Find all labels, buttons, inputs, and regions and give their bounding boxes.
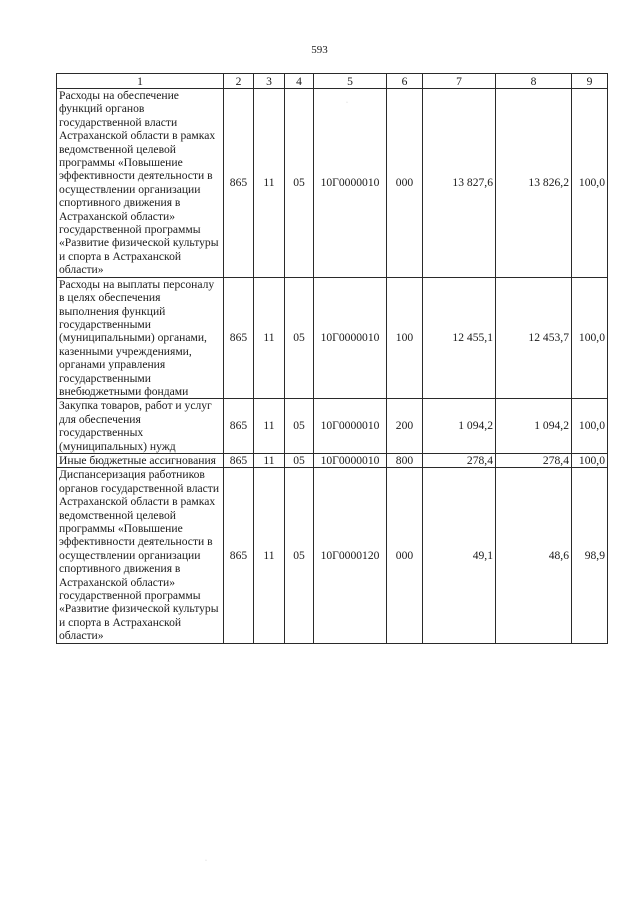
page-number: 593: [311, 44, 328, 56]
subsection-code: 05: [285, 468, 314, 643]
subsection-code: 05: [285, 277, 314, 399]
target-article-code: 10Г0000010: [314, 399, 387, 454]
planned-amount: 49,1: [423, 468, 496, 643]
executed-amount: 278,4: [496, 453, 572, 467]
execution-percent: 100,0: [572, 453, 608, 467]
column-header: 7: [423, 74, 496, 89]
column-header: 5: [314, 74, 387, 89]
expense-type-code: 800: [387, 453, 423, 467]
ministry-code: 865: [224, 399, 254, 454]
planned-amount: 13 827,6: [423, 89, 496, 278]
section-code: 11: [254, 399, 285, 454]
executed-amount: 13 826,2: [496, 89, 572, 278]
planned-amount: 1 094,2: [423, 399, 496, 454]
scan-speck: ·: [205, 858, 207, 864]
planned-amount: 278,4: [423, 453, 496, 467]
ministry-code: 865: [224, 89, 254, 278]
subsection-code: 05: [285, 89, 314, 278]
ministry-code: 865: [224, 277, 254, 399]
table-row: [57, 468, 608, 643]
column-header: 8: [496, 74, 572, 89]
target-article-code: 10Г0000010: [314, 89, 387, 278]
execution-percent: 100,0: [572, 399, 608, 454]
row-description: Закупка товаров, работ и услуг для обеспечения государственных (муниципальных) нужд: [57, 399, 224, 454]
table-row: [57, 277, 608, 399]
column-header: 1: [57, 74, 224, 89]
expense-type-code: 000: [387, 468, 423, 643]
execution-percent: 100,0: [572, 89, 608, 278]
section-code: 11: [254, 89, 285, 278]
subsection-code: 05: [285, 453, 314, 467]
ministry-code: 865: [224, 468, 254, 643]
column-header: 4: [285, 74, 314, 89]
table-row: [57, 399, 608, 454]
table-row: [57, 453, 608, 467]
expense-type-code: 200: [387, 399, 423, 454]
subsection-code: 05: [285, 399, 314, 454]
execution-percent: 100,0: [572, 277, 608, 399]
expense-type-code: 000: [387, 89, 423, 278]
row-description: Иные бюджетные ассигнования: [57, 453, 224, 467]
executed-amount: 48,6: [496, 468, 572, 643]
row-description: Расходы на обеспечение функций органов государственной власти Астраханской области в рамках ведомственной целевой программы «Повышение эффективности деятельности в осуществлении организации спортивного движения в Астраханской области» государственной программы «Развитие физической культуры и спорта в Астраханской области»: [57, 89, 224, 278]
target-article-code: 10Г0000010: [314, 453, 387, 467]
budget-table: [56, 73, 608, 644]
section-code: 11: [254, 453, 285, 467]
column-header: 6: [387, 74, 423, 89]
planned-amount: 12 455,1: [423, 277, 496, 399]
section-code: 11: [254, 468, 285, 643]
scan-speck: ·: [346, 100, 348, 106]
row-description: Расходы на выплаты персоналу в целях обеспечения выполнения функций государственными (муниципальными) органами, казенными учреждениями, органами управления государственными внебюджетными фондами: [57, 277, 224, 399]
column-header: 9: [572, 74, 608, 89]
table-row: [57, 89, 608, 278]
column-header: 3: [254, 74, 285, 89]
ministry-code: 865: [224, 453, 254, 467]
target-article-code: 10Г0000120: [314, 468, 387, 643]
execution-percent: 98,9: [572, 468, 608, 643]
row-description: Диспансеризация работников органов государственной власти Астраханской области в рамках ведомственной целевой программы «Повышение эффективности деятельности в осуществлении организации спортивного движения в Астраханской области» государственной программы «Развитие физической культуры и спорта в Астраханской области»: [57, 468, 224, 643]
target-article-code: 10Г0000010: [314, 277, 387, 399]
column-number-row: [57, 74, 608, 89]
section-code: 11: [254, 277, 285, 399]
column-header: 2: [224, 74, 254, 89]
expense-type-code: 100: [387, 277, 423, 399]
executed-amount: 1 094,2: [496, 399, 572, 454]
executed-amount: 12 453,7: [496, 277, 572, 399]
